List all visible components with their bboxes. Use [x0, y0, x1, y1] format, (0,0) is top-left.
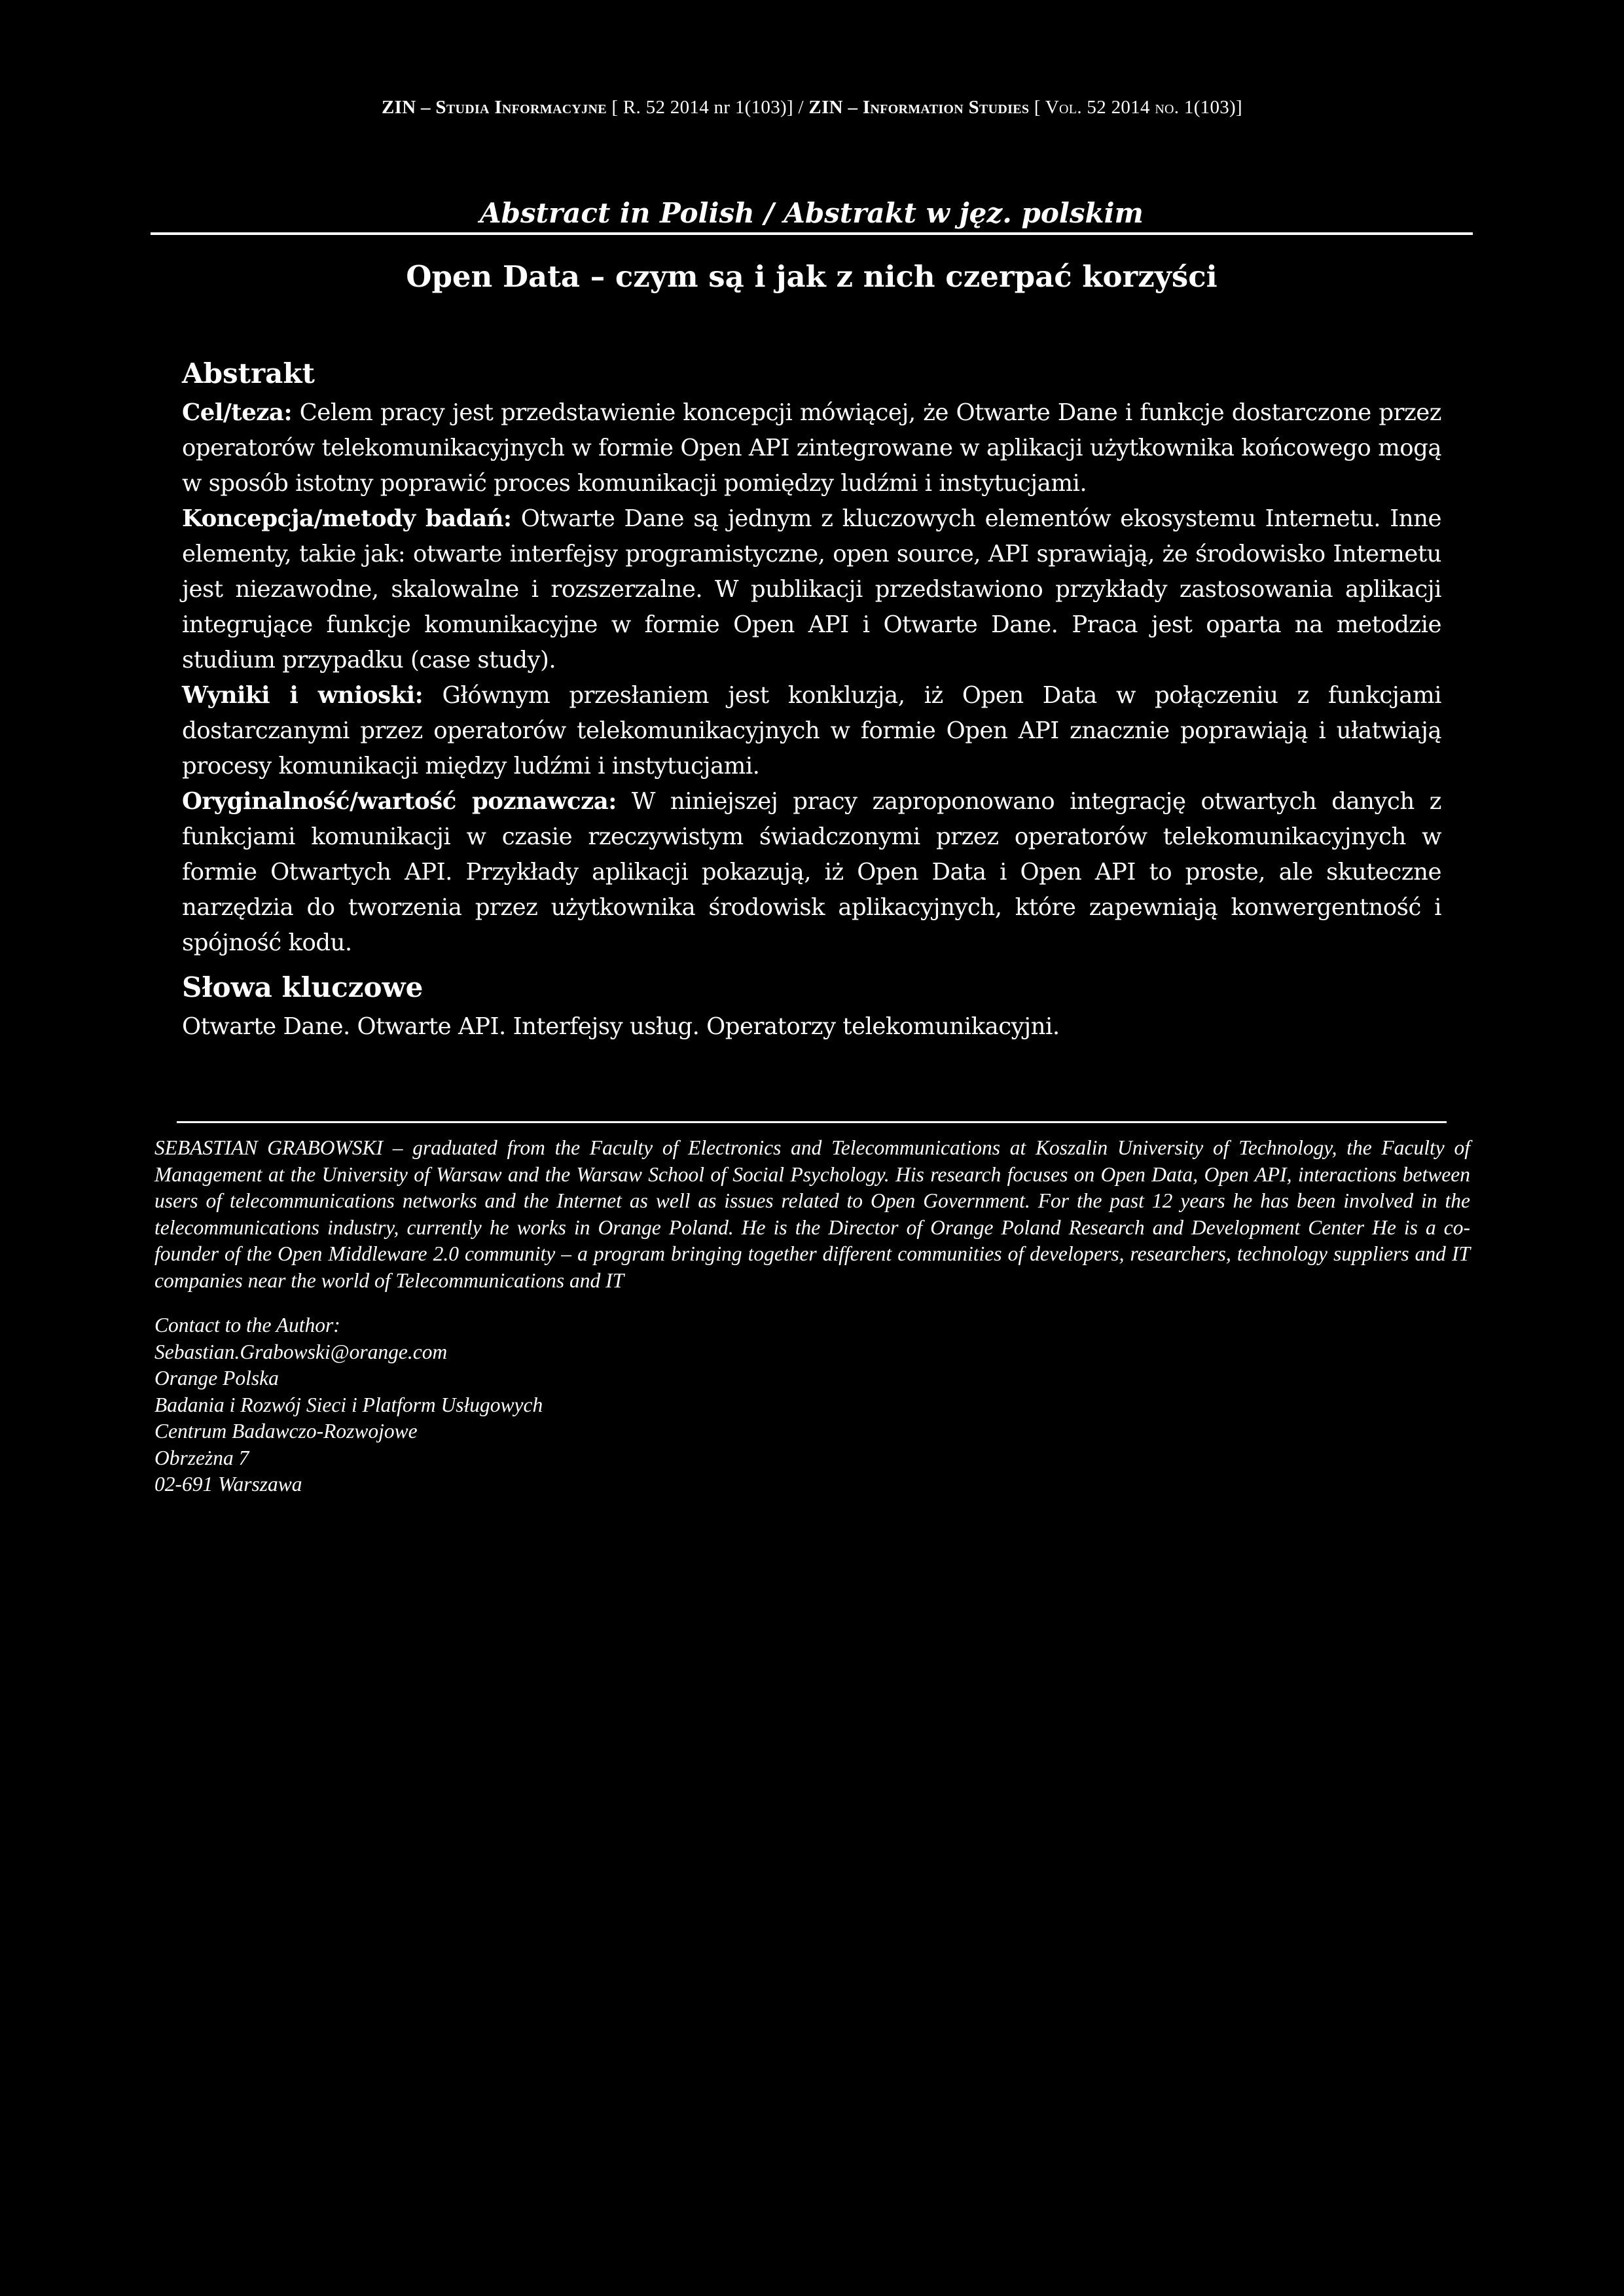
- header-journal-en: ZIN: [808, 97, 843, 118]
- running-header: [0, 97, 1624, 118]
- keywords-text: Otwarte Dane. Otwarte API. Interfejsy usług. Operatorzy telekomunikacyjni.: [182, 1013, 1060, 1040]
- header-dash-pl: –: [416, 97, 436, 118]
- header-dash-en: –: [842, 97, 863, 118]
- abstract-paragraph-goal: [182, 395, 1441, 501]
- contact-street: Obrzeżna 7: [154, 1446, 249, 1469]
- contact-department: Badania i Rozwój Sieci i Platform Usługowych: [154, 1393, 543, 1416]
- contact-email: Sebastian.Grabowski@orange.com: [154, 1340, 448, 1363]
- abstract-paragraph-originality: [182, 784, 1441, 961]
- abstract-paragraph-methods: [182, 501, 1441, 678]
- paragraph-text: Celem pracy jest przedstawienie koncepcji mówiącej, że Otwarte Dane i funkcje dostarczone przez operatorów telekomunikacyjnych w formie Open API zintegrowane w aplikacji użytkownika końcowego mogą w sposób istotny poprawić proces komunikacji pomiędzy ludźmi i instytucjami.: [182, 399, 1441, 497]
- keywords-heading: Słowa kluczowe: [182, 971, 424, 1003]
- paragraph-lead: Koncepcja/metody badań:: [182, 505, 512, 532]
- abstract-block: [182, 353, 1441, 1045]
- paragraph-lead: Cel/teza:: [182, 399, 293, 426]
- section-label: Abstract in Polish / Abstrakt w jęz. polskim: [480, 197, 1144, 229]
- contact-organization: Orange Polska: [154, 1367, 279, 1390]
- contact-unit: Centrum Badawczo-Rozwojowe: [154, 1420, 418, 1443]
- author-contact: [154, 1312, 940, 1498]
- abstract-paragraph-results: [182, 678, 1441, 784]
- author-bio: SEBASTIAN GRABOWSKI – graduated from the Faculty of Electronics and Telecommunications at Koszalin University of Technology, the Faculty of Management at the University of Warsaw and the Warsaw School of Social Psychology. His research focuses on Open Data, Open API, interactions between users of telecommunications networks and the Internet as well as issues related to Open Government. For the past 12 years he has been involved in the telecommunications industry, currently he works in Orange Poland. He is the Director of Orange Poland Research and Development Center He is a co-founder of the Open Middleware 2.0 community – a program bringing together different communities of developers, researchers, technology suppliers and IT companies near the world of Telecommunications and IT: [154, 1136, 1470, 1292]
- header-series-pl: Studia Informacyjne: [435, 97, 607, 118]
- contact-city: 02-691 Warszawa: [154, 1473, 302, 1496]
- paragraph-text: Głównym przesłaniem jest konkluzja, iż Open Data w połączeniu z funkcjami dostarczanymi przez operatorów telekomunikacyjnych w formie Open API znacznie poprawiają i ułatwiają procesy komunikacji między ludźmi i instytucjami.: [182, 682, 1441, 780]
- paragraph-text: Otwarte Dane są jednym z kluczowych elementów ekosystemu Internetu. Inne elementy, takie jak: otwarte interfejsy programistyczne, open source, API sprawiają, że środowisko Internetu jest niezawodne, skalowalne i rozszerzalne. W publikacji przedstawiono przykłady zastosowania aplikacji integrujące funkcje komunikacyjne w formie Open API i Otwarte Dane. Praca jest oparta na metodzie studium przypadku (case study).: [182, 505, 1441, 673]
- header-details-pl: [ R. 52 2014 nr 1(103)]: [606, 97, 793, 118]
- header-journal-pl: ZIN: [382, 97, 416, 118]
- header-series-en: Information Studies: [862, 97, 1030, 118]
- header-details-en: [ Vol. 52 2014 no. 1(103)]: [1029, 97, 1242, 118]
- header-separator: /: [793, 97, 809, 118]
- paper-title: Open Data – czym są i jak z nich czerpać korzyści: [406, 259, 1218, 294]
- footnote-divider: [177, 1121, 1447, 1123]
- contact-label: Contact to the Author:: [154, 1314, 340, 1336]
- paragraph-lead: Wyniki i wnioski:: [182, 682, 424, 709]
- abstract-heading: Abstrakt: [182, 357, 315, 389]
- paragraph-text: W niniejszej pracy zaproponowano integrację otwartych danych z funkcjami komunikacji w czasie rzeczywistym świadczonymi przez operatorów telekomunikacyjnych w formie Otwartych API. Przykłady aplikacji pokazują, iż Open Data i Open API to proste, ale skuteczne narzędzia do tworzenia przez użytkownika środowisk aplikacyjnych, które zapewniają konwergentność i spójność kodu.: [182, 788, 1441, 956]
- paragraph-lead: Oryginalność/wartość poznawcza:: [182, 788, 617, 815]
- section-divider: [151, 232, 1473, 235]
